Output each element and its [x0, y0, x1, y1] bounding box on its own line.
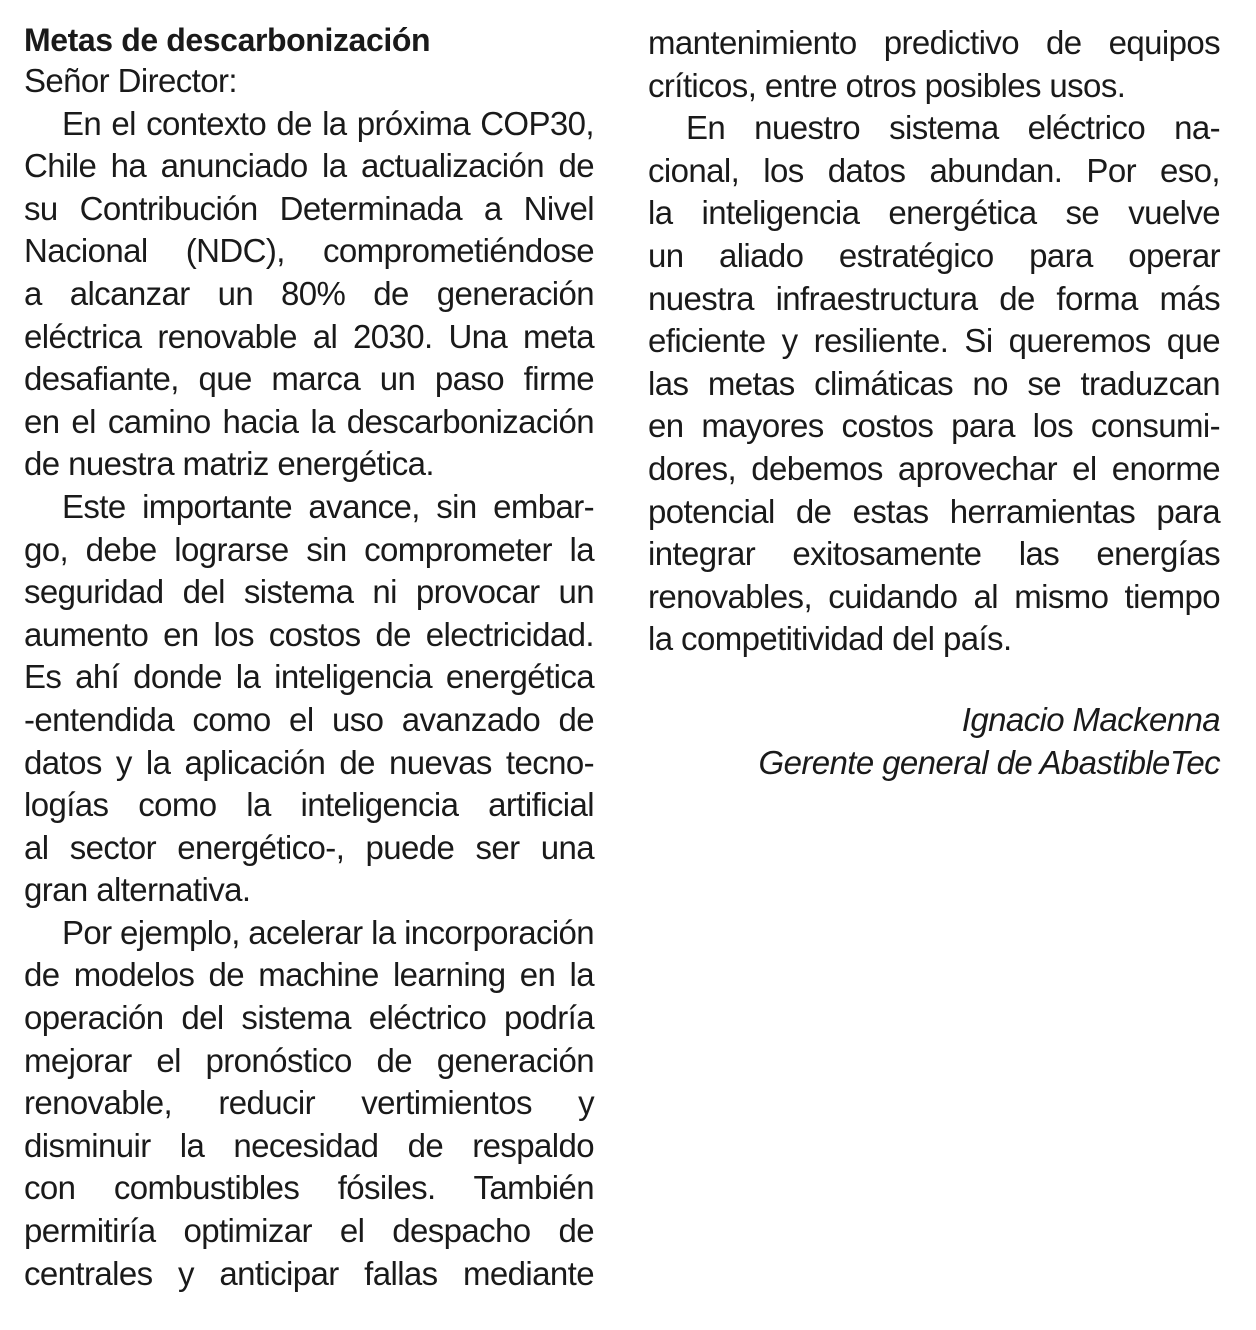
left-column — [24, 22, 594, 1295]
left-column-body — [24, 103, 594, 1296]
text-line: de nuestra matriz energética. — [24, 445, 434, 483]
author-title: Gerente general de AbastibleTec — [758, 744, 1220, 781]
text-line: en mayores costos para los consumi- — [648, 407, 1220, 445]
signature — [759, 698, 1220, 784]
text-line: dores, debemos aprovechar el enorme — [648, 449, 1220, 487]
text-line: Por ejemplo, acelerar la incorporación — [62, 913, 594, 951]
text-line: su Contribución Determinada a Nivel — [24, 189, 594, 227]
text-line: renovables, cuidando al mismo tiempo — [648, 577, 1220, 615]
text-line: gran alternativa. — [24, 871, 251, 909]
text-line: críticos, entre otros posibles usos. — [648, 66, 1126, 104]
text-line: datos y la aplicación de nuevas tecno- — [24, 743, 594, 781]
text-line: potencial de estas herramientas para — [648, 492, 1220, 530]
text-line: un aliado estratégico para operar — [648, 236, 1220, 274]
text-line: renovable, reducir vertimientos y — [24, 1084, 594, 1122]
text-line: la inteligencia energética se vuelve — [648, 194, 1220, 232]
text-line: En nuestro sistema eléctrico na- — [686, 109, 1220, 147]
text-line: la competitividad del país. — [648, 620, 1012, 658]
text-line: permitiría optimizar el despacho de — [24, 1212, 594, 1250]
text-line: en el camino hacia la descarbonización — [24, 402, 594, 440]
text-line: centrales y anticipar fallas mediante — [24, 1254, 594, 1292]
text-line: go, debe lograrse sin comprometer la — [24, 530, 594, 568]
right-column-body — [648, 22, 1220, 661]
text-line: Nacional (NDC), comprometiéndose — [24, 232, 594, 270]
text-line: Este importante avance, sin embar- — [62, 487, 594, 525]
text-line: cional, los datos abundan. Por eso, — [648, 151, 1220, 189]
letter-to-editor — [24, 22, 1220, 1312]
text-line: seguridad del sistema ni provocar un — [24, 573, 594, 611]
text-line: aumento en los costos de electricidad. — [24, 615, 594, 653]
text-line: eléctrica renovable al 2030. Una meta — [24, 317, 594, 355]
text-line: al sector energético-, puede ser una — [24, 828, 594, 866]
text-line: nuestra infraestructura de forma más — [648, 279, 1220, 317]
text-line: con combustibles fósiles. También — [24, 1169, 594, 1207]
text-line: mantenimiento predictivo de equipos — [648, 24, 1220, 61]
text-line: disminuir la necesidad de respaldo — [24, 1126, 594, 1164]
text-line: operación del sistema eléctrico podría — [24, 999, 594, 1037]
text-line: las metas climáticas no se traduzcan — [648, 364, 1220, 402]
text-line: logías como la inteligencia artificial — [24, 786, 594, 824]
text-line: Es ahí donde la inteligencia energética — [24, 658, 594, 696]
salutation: Señor Director: — [24, 62, 237, 99]
text-line: -entendida como el uso avanzado de — [24, 700, 594, 738]
text-line: mejorar el pronóstico de generación — [24, 1041, 594, 1079]
right-column — [648, 22, 1220, 781]
text-line: de modelos de machine learning en la — [24, 956, 594, 994]
text-line: eficiente y resiliente. Si queremos que — [648, 322, 1220, 360]
headline: Metas de descarbonización — [24, 22, 431, 58]
text-line: Chile ha anunciado la actualización de — [24, 147, 594, 185]
text-line: En el contexto de la próxima COP30, — [62, 104, 594, 142]
text-line: integrar exitosamente las energías — [648, 535, 1220, 573]
text-line: desafiante, que marca un paso firme — [24, 360, 594, 398]
text-line: a alcanzar un 80% de generación — [24, 274, 594, 312]
author-name: Ignacio Mackenna — [961, 701, 1220, 738]
